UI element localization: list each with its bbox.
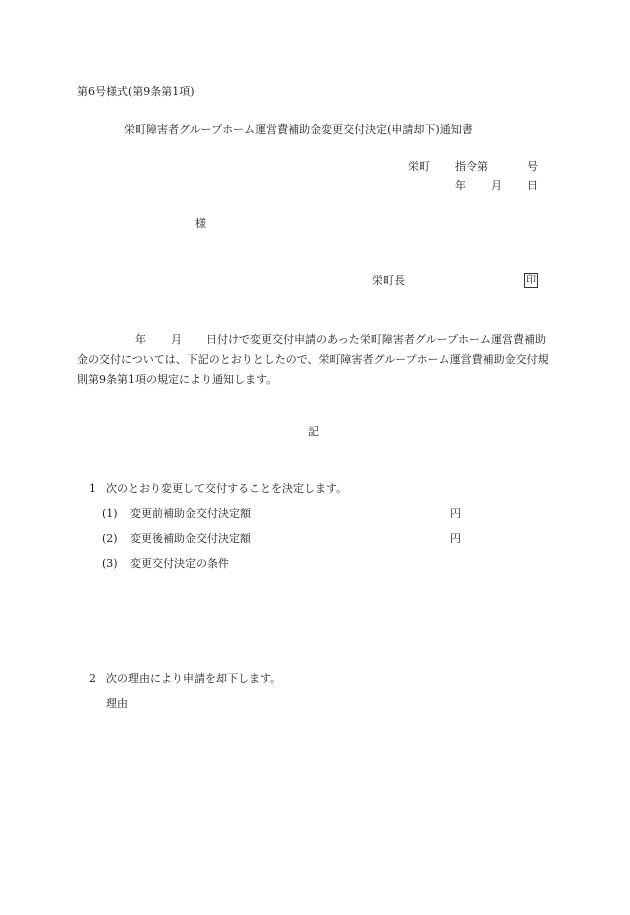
addressee-suffix: 様 [195,217,206,230]
item2-number: (2) [102,532,118,545]
item2-unit: 円 [450,532,461,545]
reason-label: 理由 [106,697,128,710]
ki-heading: 記 [308,425,319,438]
section2-number: 2 [89,672,96,685]
form-number: 第6号様式(第9条第1項) [77,85,195,98]
section2-text: 次の理由により申請を却下します。 [106,672,282,685]
item3-label: 変更交付決定の条件 [130,557,229,570]
seal-icon: 印 [526,275,536,286]
issuer: 栄町長 [372,274,405,287]
date-day: 日 [527,179,538,192]
date-year: 年 [455,179,466,192]
body-year: 年 [135,333,146,346]
seal-mark [524,273,538,288]
document-title: 栄町障害者グループホーム運営費補助金変更交付決定(申請却下)通知書 [124,123,473,136]
section1-number: 1 [89,482,96,495]
item2-label: 変更後補助金交付決定額 [130,532,251,545]
body-month: 月 [171,333,182,346]
section1-text: 次のとおり変更して交付することを決定します。 [106,482,348,495]
item1-label: 変更前補助金交付決定額 [130,507,251,520]
item1-number: (1) [102,507,118,520]
doc-ref-go: 号 [527,160,538,173]
doc-ref-town: 栄町 [408,160,430,173]
item1-unit: 円 [450,507,461,520]
body-text: 日付けで変更交付申請のあった栄町障害者グループホーム運営費補助金の交付については、下記のとおりとしたので、栄町障害者グループホーム運営費補助金交付規則第9条第1項の規定により通知します。 [77,333,549,386]
item3-number: (3) [102,557,118,570]
date-month: 月 [491,179,502,192]
doc-ref-shirei: 指令第 [455,160,488,173]
body-paragraph [77,330,553,390]
